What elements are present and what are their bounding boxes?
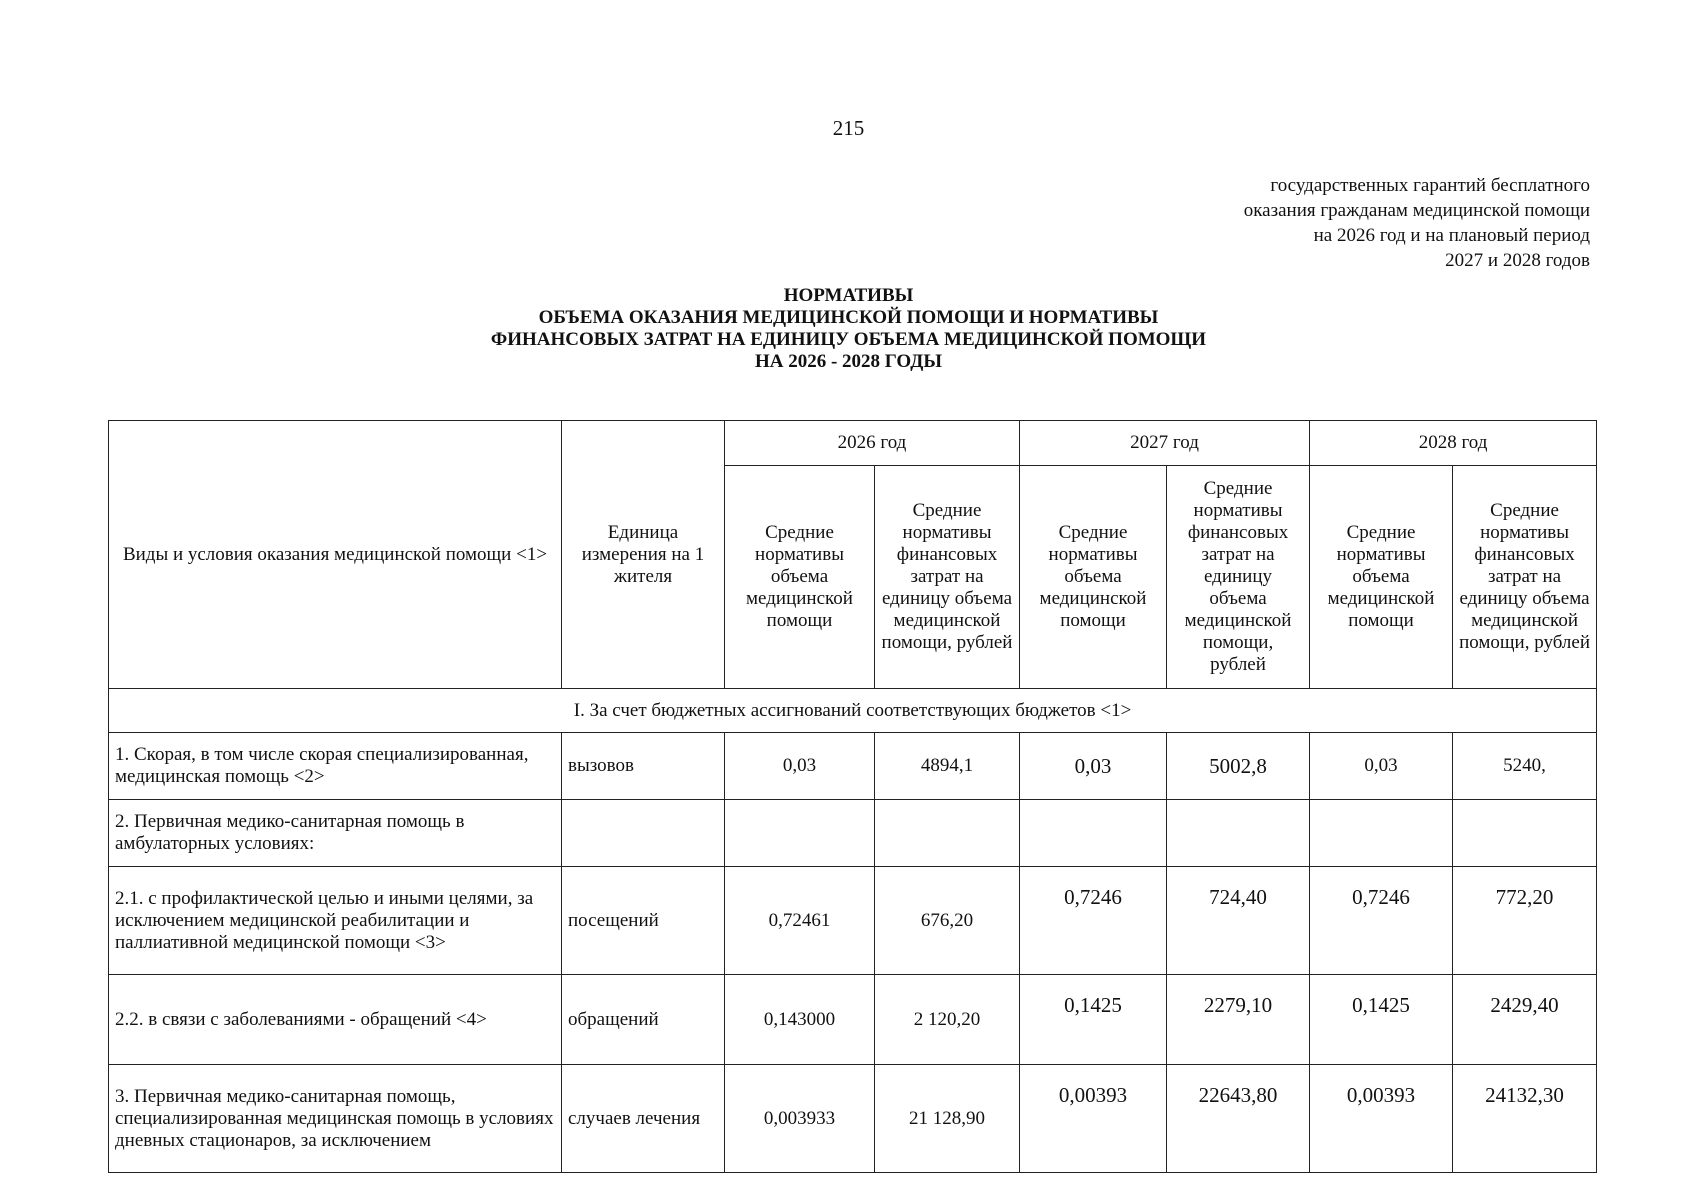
cell-cost-2028: 5240, — [1453, 733, 1597, 800]
cell-cost-2028: 24132,30 — [1453, 1065, 1597, 1173]
document-title — [0, 285, 1697, 373]
header-note-line: 2027 и 2028 годов — [1445, 250, 1590, 271]
cell-volume-2027: 0,7246 — [1020, 867, 1167, 975]
row-name: 2.1. с профилактической целью и иными целями, за исключением медицинской реабилитации и паллиативной медицинской помощи <3> — [109, 867, 562, 975]
cell-volume-2027: 0,03 — [1020, 733, 1167, 800]
page-number: 215 — [832, 116, 865, 140]
cell-volume-2026 — [725, 800, 875, 867]
column-header-unit: Единица измерения на 1 жителя — [562, 421, 725, 689]
title-line: ОБЪЕМА ОКАЗАНИЯ МЕДИЦИНСКОЙ ПОМОЩИ И НОРМАТИВЫ — [538, 307, 1159, 328]
row-unit: посещений — [562, 867, 725, 975]
cell-volume-2026: 0,72461 — [725, 867, 875, 975]
table-row — [109, 1065, 1597, 1173]
title-line: ФИНАНСОВЫХ ЗАТРАТ НА ЕДИНИЦУ ОБЪЕМА МЕДИЦИНСКОЙ ПОМОЩИ — [490, 329, 1207, 350]
column-header-volume: Средние нормативы объема медицинской помощи — [1020, 466, 1167, 689]
cell-volume-2027 — [1020, 800, 1167, 867]
header-note-line: на 2026 год и на плановый период — [1313, 225, 1590, 246]
column-header-cost: Средние нормативы финансовых затрат на единицу объема медицинской помощи, рублей — [875, 466, 1020, 689]
row-name: 3. Первичная медико-санитарная помощь, специализированная медицинская помощь в условиях дневных стационаров, за исключением — [109, 1065, 562, 1173]
row-name: 2.2. в связи с заболеваниями - обращений <4> — [109, 975, 562, 1065]
row-name: 2. Первичная медико-санитарная помощь в амбулаторных условиях: — [109, 800, 562, 867]
column-header-kind: Виды и условия оказания медицинской помощи <1> — [109, 421, 562, 689]
cell-cost-2026: 21 128,90 — [875, 1065, 1020, 1173]
cell-cost-2027: 22643,80 — [1167, 1065, 1310, 1173]
row-unit: вызовов — [562, 733, 725, 800]
cell-cost-2027: 724,40 — [1167, 867, 1310, 975]
cell-volume-2027: 0,00393 — [1020, 1065, 1167, 1173]
cell-cost-2027 — [1167, 800, 1310, 867]
header-note-line: оказания гражданам медицинской помощи — [1243, 200, 1590, 221]
header-note-line: государственных гарантий бесплатного — [1270, 175, 1590, 196]
column-header-cost: Средние нормативы финансовых затрат на единицу объема медицинской помощи, рублей — [1167, 466, 1310, 689]
cell-cost-2027: 2279,10 — [1167, 975, 1310, 1065]
norms-table — [108, 420, 1597, 1173]
cell-volume-2026: 0,143000 — [725, 975, 875, 1065]
cell-volume-2028 — [1310, 800, 1453, 867]
table-row — [109, 733, 1597, 800]
column-header-volume: Средние нормативы объема медицинской помощи — [1310, 466, 1453, 689]
cell-volume-2027: 0,1425 — [1020, 975, 1167, 1065]
table-row — [109, 867, 1597, 975]
table-row — [109, 975, 1597, 1065]
cell-cost-2027: 5002,8 — [1167, 733, 1310, 800]
cell-volume-2028: 0,00393 — [1310, 1065, 1453, 1173]
cell-cost-2026: 2 120,20 — [875, 975, 1020, 1065]
row-unit — [562, 800, 725, 867]
cell-cost-2028: 2429,40 — [1453, 975, 1597, 1065]
column-header-year: 2026 год — [725, 421, 1020, 466]
cell-volume-2028: 0,1425 — [1310, 975, 1453, 1065]
cell-cost-2026 — [875, 800, 1020, 867]
title-line: НОРМАТИВЫ — [783, 285, 914, 306]
column-header-year: 2027 год — [1020, 421, 1310, 466]
column-header-year: 2028 год — [1310, 421, 1597, 466]
row-unit: обращений — [562, 975, 725, 1065]
cell-cost-2028: 772,20 — [1453, 867, 1597, 975]
cell-volume-2028: 0,7246 — [1310, 867, 1453, 975]
title-line: НА 2026 - 2028 ГОДЫ — [754, 351, 942, 372]
table-row — [109, 800, 1597, 867]
section-heading: I. За счет бюджетных ассигнований соответствующих бюджетов <1> — [109, 689, 1597, 733]
header-note — [1244, 173, 1590, 273]
cell-cost-2026: 4894,1 — [875, 733, 1020, 800]
column-header-volume: Средние нормативы объема медицинской помощи — [725, 466, 875, 689]
column-header-cost: Средние нормативы финансовых затрат на единицу объема медицинской помощи, рублей — [1453, 466, 1597, 689]
row-name: 1. Скорая, в том числе скорая специализированная, медицинская помощь <2> — [109, 733, 562, 800]
row-unit: случаев лечения — [562, 1065, 725, 1173]
cell-volume-2028: 0,03 — [1310, 733, 1453, 800]
cell-cost-2026: 676,20 — [875, 867, 1020, 975]
cell-volume-2026: 0,03 — [725, 733, 875, 800]
cell-cost-2028 — [1453, 800, 1597, 867]
cell-volume-2026: 0,003933 — [725, 1065, 875, 1173]
